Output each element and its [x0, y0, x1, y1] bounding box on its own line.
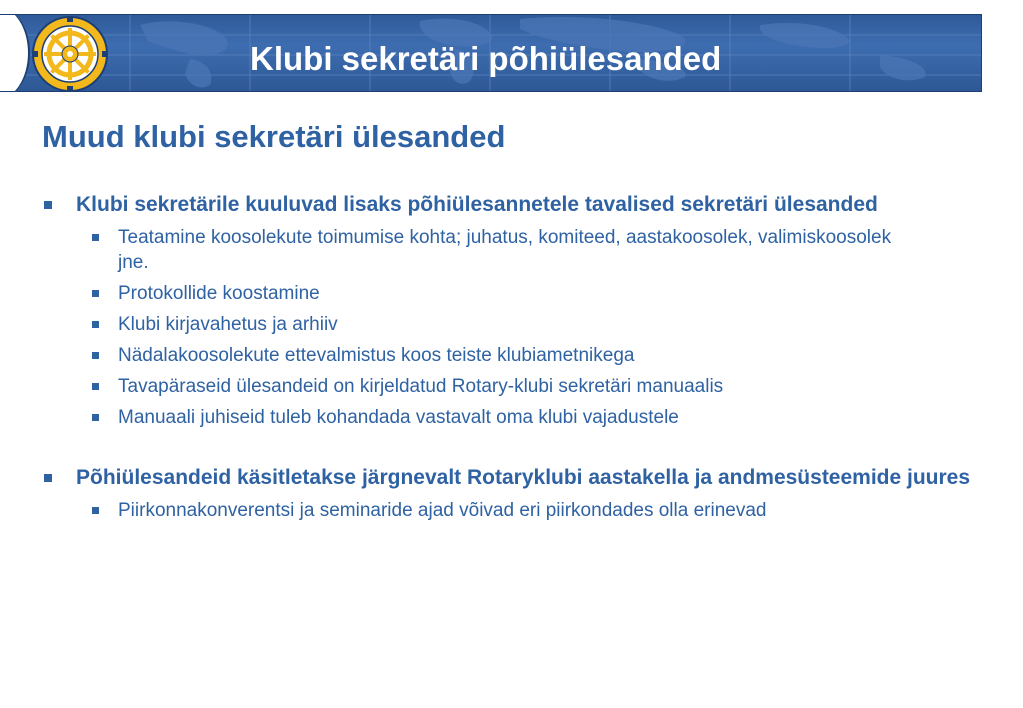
section-heading: Muud klubi sekretäri ülesanded	[42, 119, 506, 154]
sub-bullet-text: Protokollide koostamine	[118, 283, 320, 304]
bullet-content	[42, 191, 982, 529]
sub-bullet-text: Nädalakoosolekute ettevalmistus koos teiste klubiametnikega	[118, 345, 635, 366]
square-bullet-icon	[92, 234, 99, 241]
sub-bullet	[80, 225, 982, 275]
sub-list-2	[118, 498, 982, 523]
bullet-main-1	[42, 191, 982, 219]
sub-bullet	[80, 312, 982, 337]
square-bullet-icon	[92, 321, 99, 328]
sub-list-1	[118, 225, 982, 430]
page-title: Klubi sekretäri põhiülesanded	[250, 40, 722, 77]
square-bullet-icon	[92, 352, 99, 359]
sub-bullet-text: Klubi kirjavahetus ja arhiiv	[118, 314, 338, 335]
spacer	[42, 436, 982, 464]
sub-bullet-text: Piirkonnakonverentsi ja seminaride ajad võivad eri piirkondades olla erinevad	[118, 500, 767, 521]
bullet-main-2-text: Põhiülesandeid käsitletakse järgnevalt Rotaryklubi aastakella ja andmesüsteemide juures	[76, 466, 971, 489]
sub-bullet	[80, 405, 982, 430]
bullet-main-1-text: Klubi sekretärile kuuluvad lisaks põhiülesannetele tavalised sekretäri ülesanded	[76, 193, 878, 216]
square-bullet-icon	[92, 290, 99, 297]
sub-bullet	[80, 281, 982, 306]
square-bullet-icon	[92, 383, 99, 390]
bullet-main-2	[42, 464, 982, 492]
sub-bullet	[80, 498, 982, 523]
square-bullet-icon	[92, 414, 99, 421]
sub-bullet-text: Manuaali juhiseid tuleb kohandada vastavalt oma klubi vajadustele	[118, 407, 679, 428]
square-bullet-icon	[92, 507, 99, 514]
sub-bullet-text: Teatamine koosolekute toimumise kohta; juhatus, komiteed, aastakoosolek, valimiskoosolek jne.	[118, 227, 892, 273]
square-bullet-icon	[44, 474, 52, 482]
rotary-wheel-logo	[30, 14, 110, 94]
sub-bullet-text: Tavapäraseid ülesandeid on kirjeldatud Rotary-klubi sekretäri manuaalis	[118, 376, 724, 397]
sub-bullet	[80, 343, 982, 368]
square-bullet-icon	[44, 201, 52, 209]
sub-bullet	[80, 374, 982, 399]
